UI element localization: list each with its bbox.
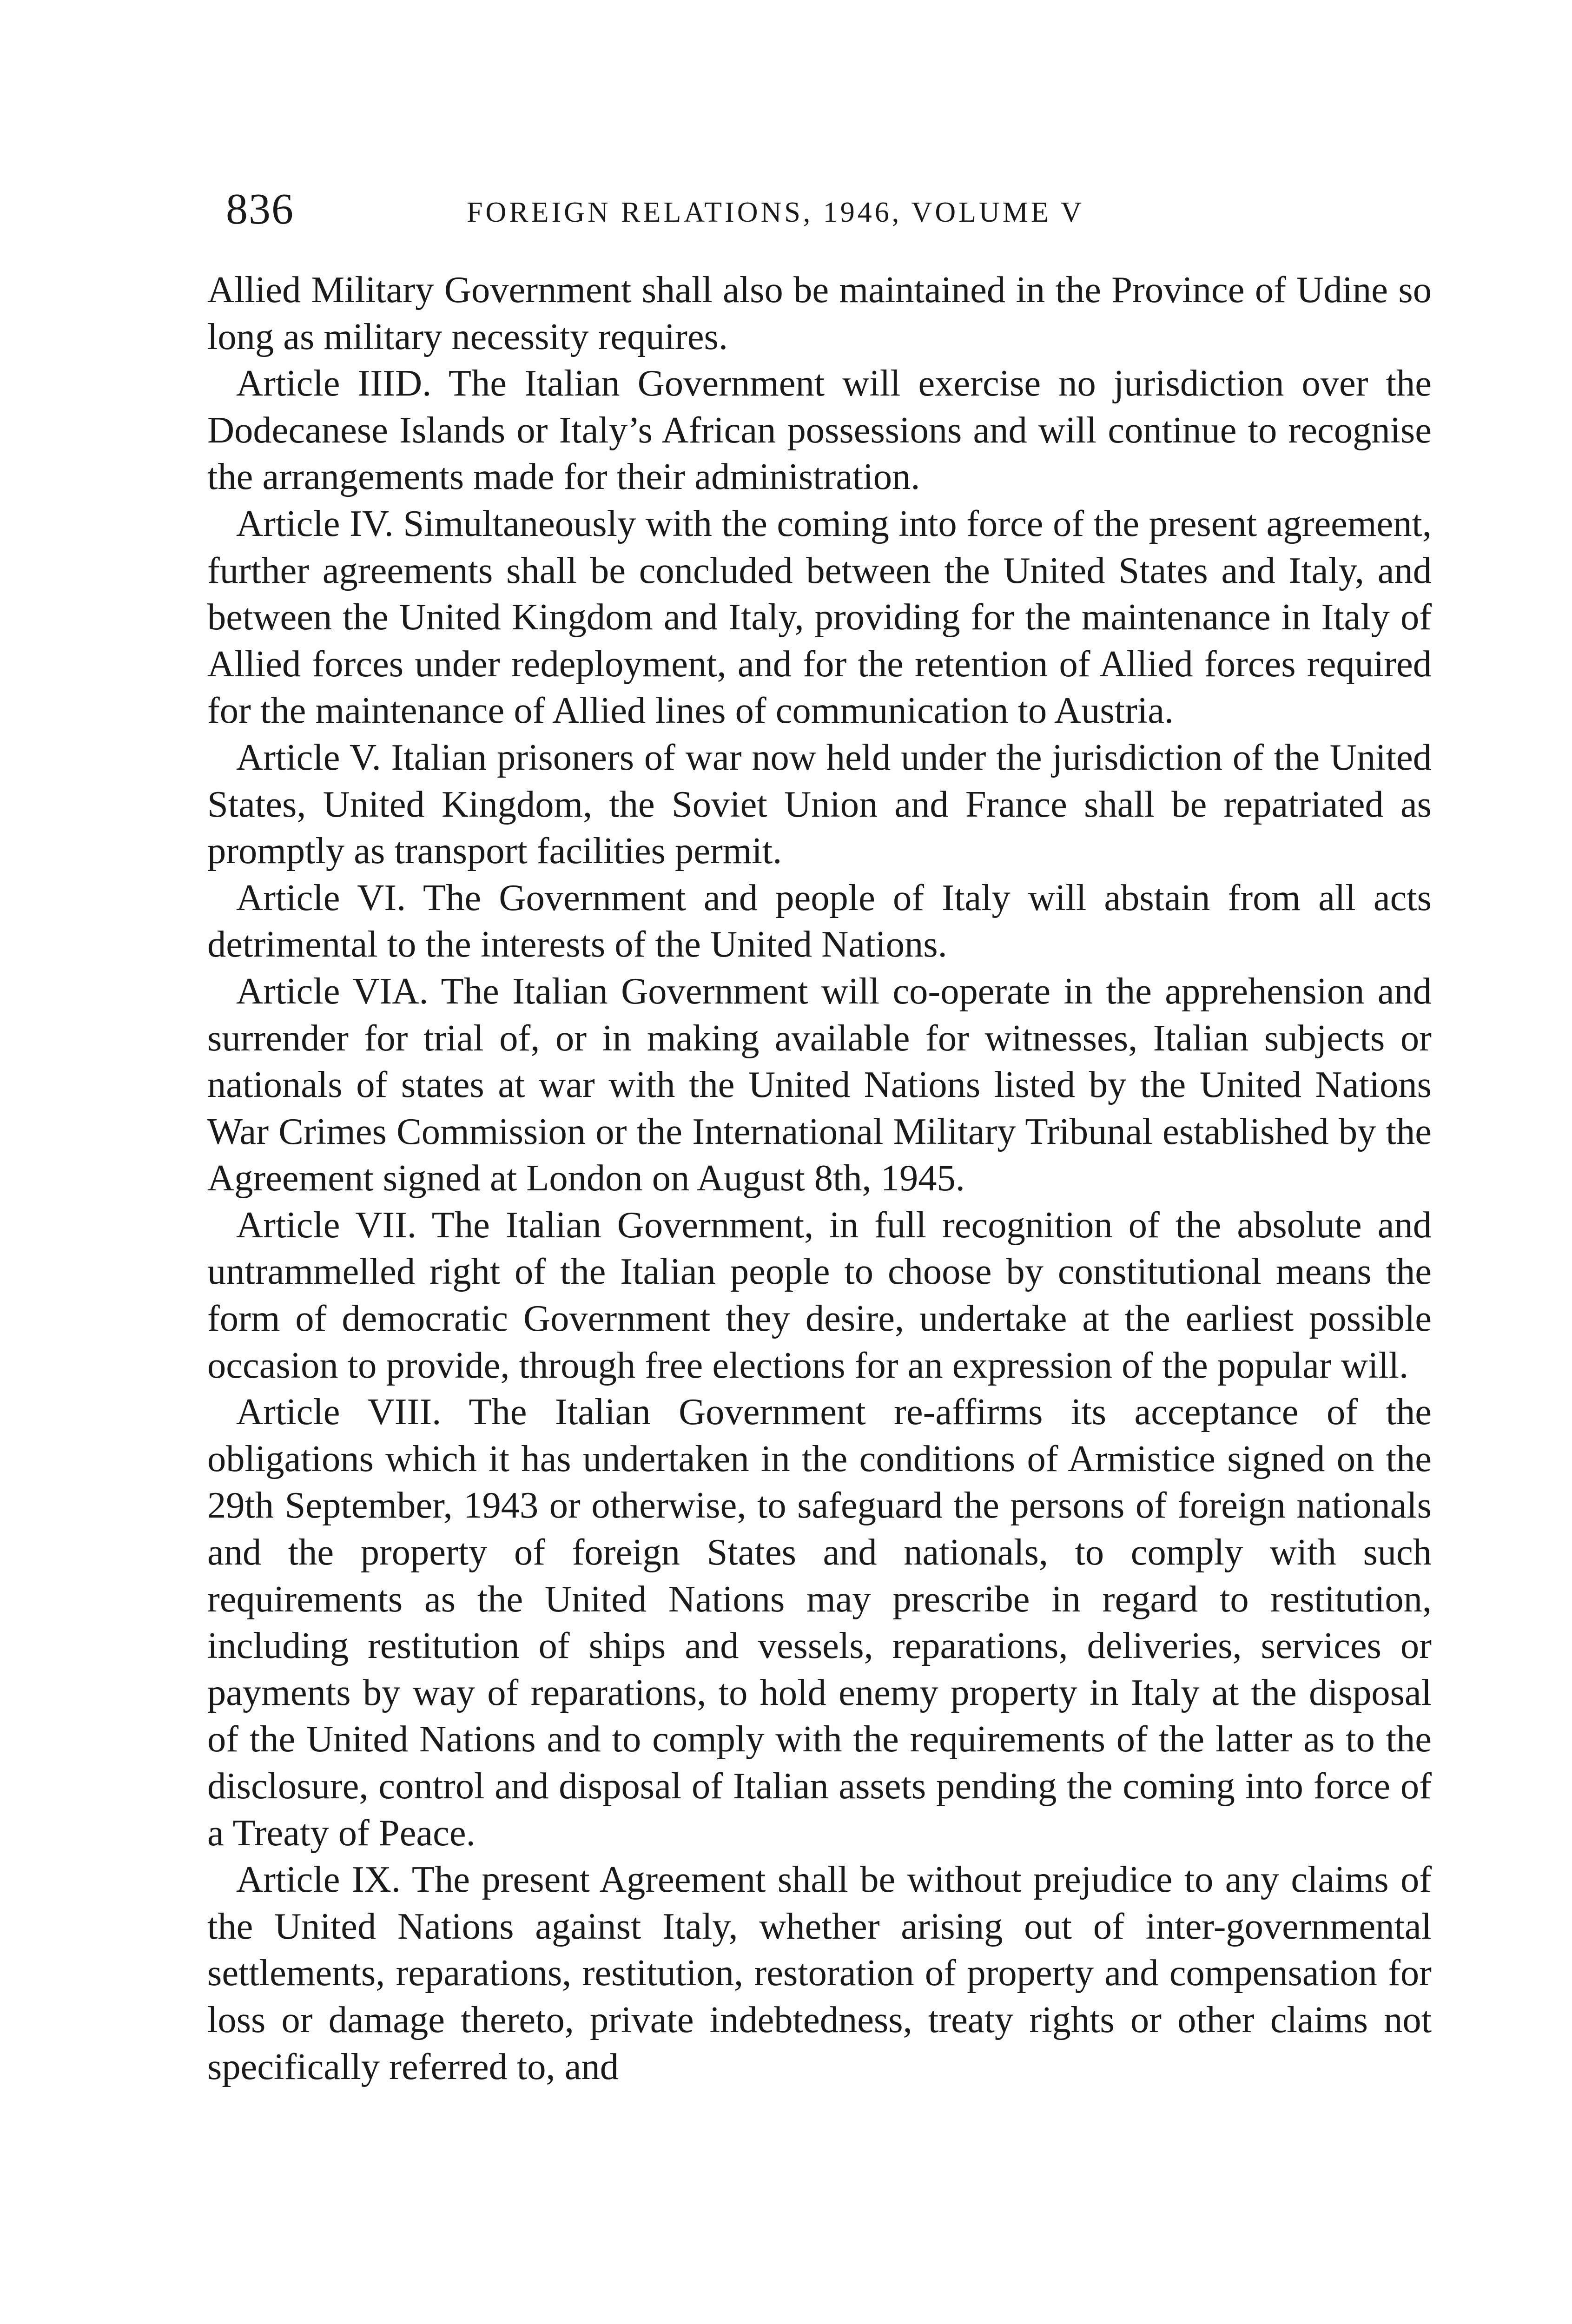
paragraph-article-vi: Article VI. The Government and people of Italy will abstain from all acts detrimental to the interests of the United Nations. [207,877,1432,965]
paragraph-article-ix: Article IX. The present Agreement shall be without prejudice to any claims of the United Nations against Italy, whether arising out of inter-governmental settlements, reparations, restitution, restoration of property and compensation for loss or damage thereto, private indebtedness, treaty rights or other claims not specifically referred to, and [207,1859,1432,2087]
paragraph-article-iv: Article IV. Simultaneously with the coming into force of the present agreement, further agreements shall be concluded between the United States and Italy, and between the United Kingdom and Italy, providing for the maintenance in Italy of Allied forces under redeployment, and for the retention of Allied forces required for the maintenance of Allied lines of communication to Austria. [207,502,1432,732]
paragraph-article-via: Article VIA. The Italian Government will co-operate in the apprehension and surrender for trial of, or in making available for witnesses, Italian subjects or nationals of states at war with the United Nations listed by the United Nations War Crimes Commission or the International Military Tribunal established by the Agreement signed at London on August 8th, 1945. [207,970,1432,1199]
page-number: 836 [226,185,294,233]
body-text [207,267,1432,2090]
running-head [226,184,1342,235]
running-title: FOREIGN RELATIONS, 1946, VOLUME V [467,197,1084,228]
paragraph-article-vii: Article VII. The Italian Government, in full recognition of the absolute and untrammelled right of the Italian people to choose by constitutional means the form of democratic Government they desire, undertake at the earliest possible occasion to provide, through free elections for an expression of the popular will. [207,1204,1432,1386]
paragraph-article-iiid: Article IIID. The Italian Government will exercise no jurisdiction over the Dodecanese Islands or Italy’s African possessions and will continue to recognise the arrangements made for their administration. [207,363,1432,498]
paragraph-continuation: Allied Military Government shall also be maintained in the Province of Udine so long as military necessity requires. [207,269,1432,357]
paragraph-article-viii: Article VIII. The Italian Government re-affirms its acceptance of the obligations which it has undertaken in the conditions of Armistice signed on the 29th September, 1943 or otherwise, to safeguard the persons of foreign nationals and the property of foreign States and nationals, to comply with such requirements as the United Nations may prescribe in regard to restitution, including restitution of ships and vessels, reparations, deliveries, services or payments by way of reparations, to hold enemy property in Italy at the disposal of the United Nations and to comply with the requirements of the latter as to the disclosure, control and disposal of Italian assets pending the coming into force of a Treaty of Peace. [207,1391,1432,1854]
paragraph-article-v: Article V. Italian prisoners of war now held under the jurisdiction of the United States, United Kingdom, the Soviet Union and France shall be repatriated as promptly as transport facilities permit. [207,736,1432,872]
